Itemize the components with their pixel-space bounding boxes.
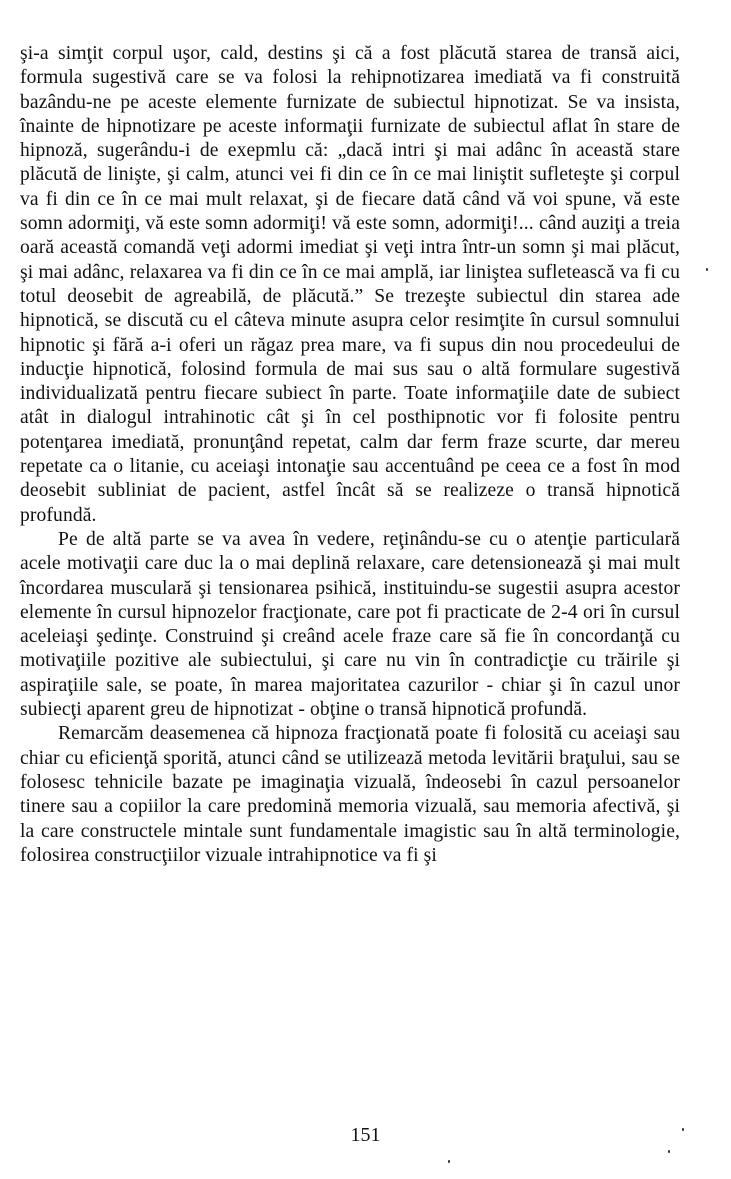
- body-text: [20, 42, 680, 868]
- scan-speck: [448, 1160, 450, 1163]
- paragraph-3: Remarcăm deasemenea că hipnoza fracţionată poate fi folosită cu aceiaşi sau chiar cu eficienţă sporită, atunci când se utilizează metoda levitării braţului, sau se folosesc tehnicile bazate pe imaginaţia vizuală, îndeosebi în cazul persoanelor tinere sau a copiilor la care predomină memoria vizuală, sau memoria afectivă, şi la care constructele mintale sunt fundamentale imagistic sau în altă terminologie, folosirea construcţiilor vizuale intrahipnotice va fi şi: [20, 723, 680, 866]
- paragraph-1: şi-a simţit corpul uşor, cald, destins şi că a fost plăcută starea de transă aici, formula sugestivă care se va folosi la rehipnotizarea imediată va fi construită bazându-ne pe aceste elemente furnizate de subiectul hipnotizat. Se va insista, înainte de hipnotizare pe aceste informaţii furnizate de subiectul aflat în stare de hipnoză, sugerându-i de exepmlu că: „dacă intri şi mai adânc în această stare plăcută de linişte, şi calm, atunci vei fi din ce în ce mai liniştit sufleteşte şi corpul va fi din ce în ce mai mult relaxat, şi de fiecare dată când vă voi spune, vă este somn adormiţi, vă este somn adormiţi! vă este somn, adormiţi!... când auziţi a treia oară această comandă veţi adormi imediat şi veţi intra într-un somn şi mai plăcut, şi mai adânc, relaxarea va fi din ce în ce mai amplă, iar liniştea sufletească va fi cu totul deosebit de agreabilă, de plăcută.” Se trezeşte subiectul din starea ade hipnotică, se discută cu el câteva minute asupra celor resimţite în cursul somnului hipnotic şi fără a-i oferi un răgaz prea mare, va fi supus din nou procedeului de inducţie hipnotică, folosind formula de mai sus sau o altă formulare sugestivă individualizată pentru fiecare subiect în parte. Toate informaţiile date de subiect atât in dialogul intrahinotic cât şi în cel posthipnotic vor fi folosite pentru potenţarea imediată, pronunţând repetat, calm dar ferm fraze scurte, dar mereu repetate ca o litanie, cu aceiaşi intonaţie sau accentuând pe ceea ce a fost în mod deosebit subliniat de pacient, astfel încât să se realizeze o transă hipnotică profundă.: [20, 43, 680, 526]
- scan-speck: [706, 268, 708, 271]
- page-number: 151: [350, 1124, 381, 1146]
- paragraph-2: Pe de altă parte se va avea în vedere, reţinându-se cu o atenţie particulară acele motivaţii care duc la o mai deplină relaxare, care detensionează şi mai mult încordarea musculară şi tensionarea psihică, instituindu-se sugestii asupra acestor elemente în cursul hipnozelor fracţionate, care pot fi practicate de 2-4 ori în cursul aceleiaşi şedinţe. Construind şi creând acele fraze care să fie în concordanţă cu motivaţiile pozitive ale subiectului, şi care nu vin în contradicţie cu trăirile şi aspiraţiile sale, se poate, în marea majoritatea cazurilor - chiar şi în cazul unor subiecţi aparent greu de hipnotizat - obţine o transă hipnotică profundă.: [20, 528, 680, 721]
- scan-speck: [668, 1150, 670, 1153]
- scan-speck: [682, 1128, 684, 1131]
